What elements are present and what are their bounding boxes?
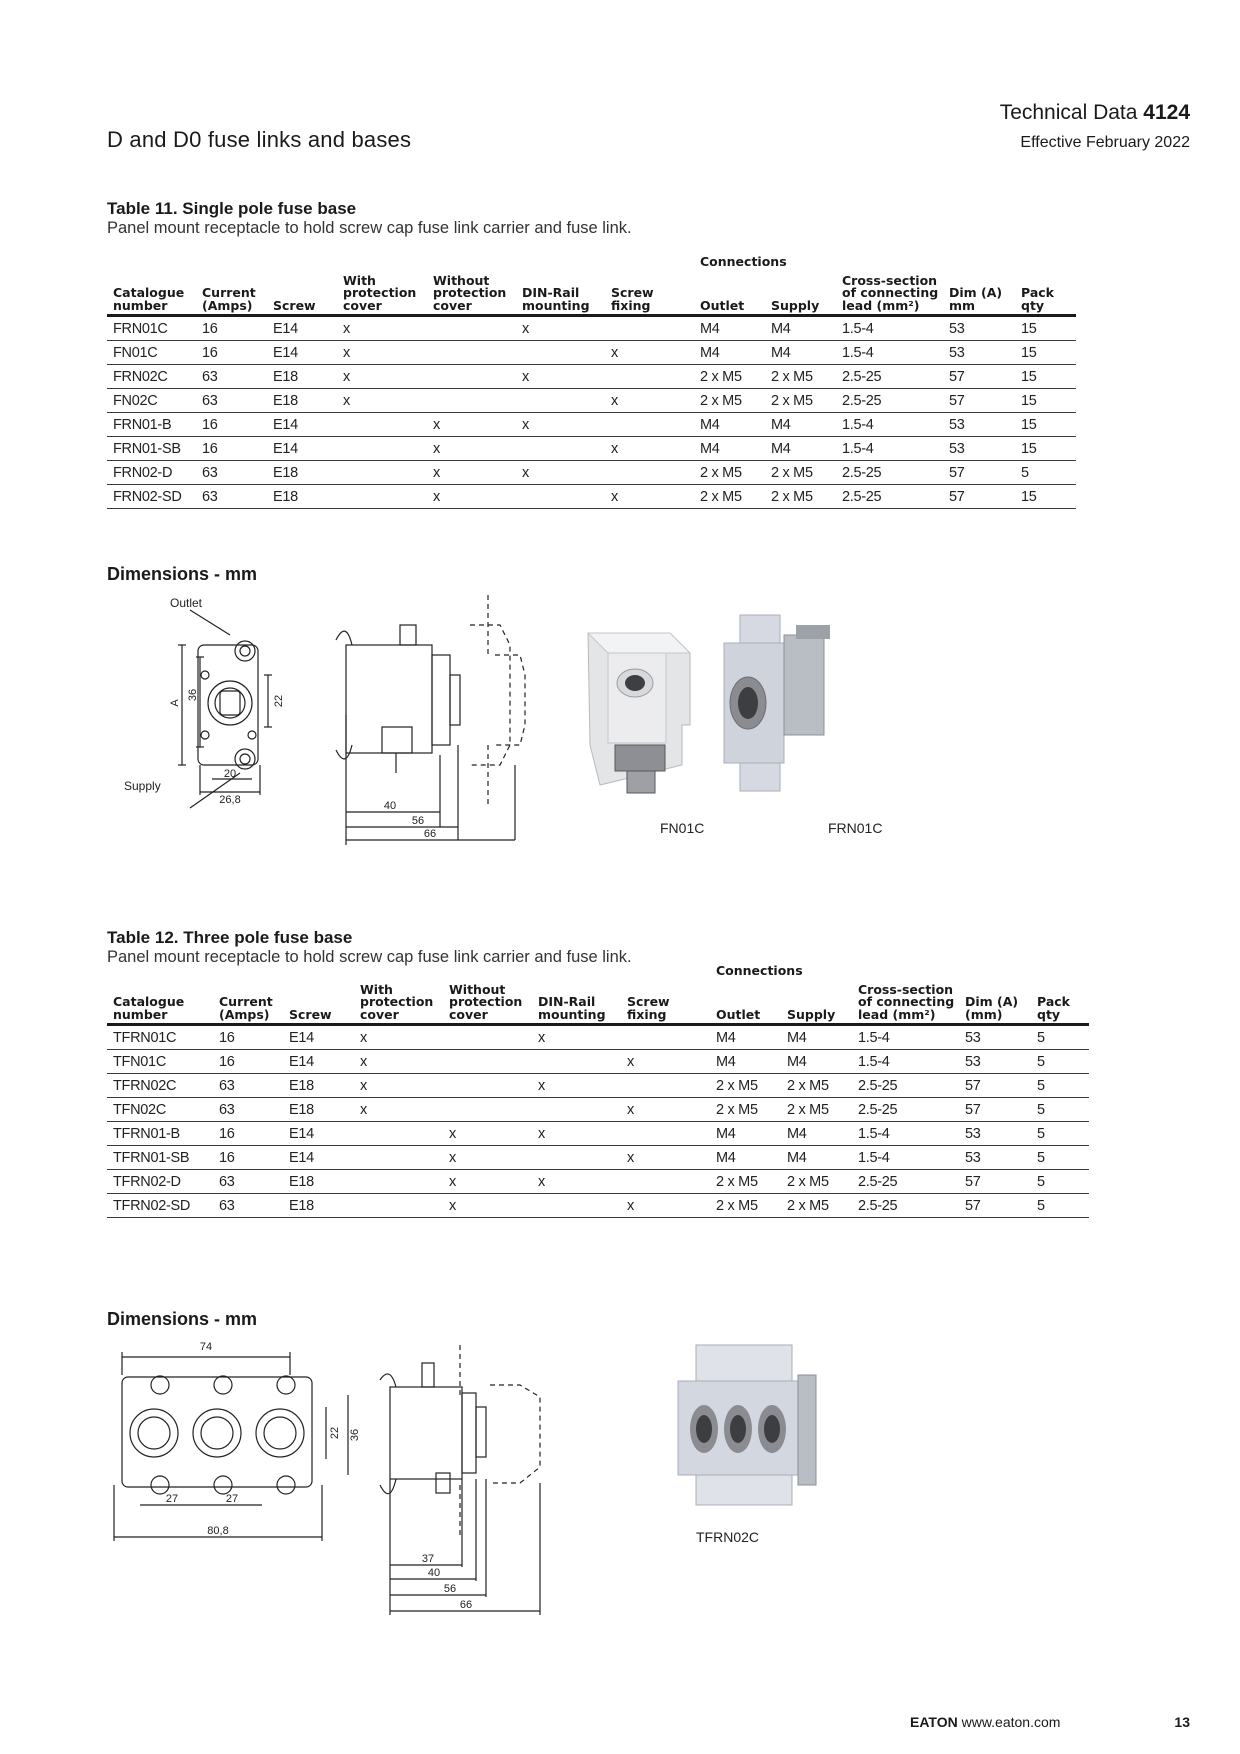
table11-group-row xyxy=(107,256,1076,275)
table11-cell: 53 xyxy=(943,316,1015,341)
table11-cell: 57 xyxy=(943,365,1015,389)
table11-cell xyxy=(337,413,427,437)
table11-cell xyxy=(427,316,516,341)
table11-cell: 2.5-25 xyxy=(836,389,943,413)
table11-cell: x xyxy=(337,316,427,341)
table12-cell: M4 xyxy=(710,1122,781,1146)
table11-cell: 15 xyxy=(1015,413,1076,437)
table12-cell: 53 xyxy=(959,1025,1031,1050)
table12-header-cell: Supply xyxy=(781,984,852,1025)
table11-header-cell: Screw xyxy=(267,275,337,316)
table12 xyxy=(107,965,1089,1218)
table12-cell: 63 xyxy=(213,1074,283,1098)
table11-cell: E18 xyxy=(267,461,337,485)
table12-row xyxy=(107,1074,1089,1098)
table11-cell xyxy=(605,316,694,341)
table11-cell: E14 xyxy=(267,437,337,461)
fn01c-caption: FN01C xyxy=(660,820,705,836)
table11-cell: 1.5-4 xyxy=(836,341,943,365)
table12-connections-label: Connections xyxy=(716,963,803,978)
table12-row xyxy=(107,1146,1089,1170)
table12-cell: 1.5-4 xyxy=(852,1122,959,1146)
table11-cell: 15 xyxy=(1015,437,1076,461)
page-number: 13 xyxy=(1174,1714,1190,1730)
table11-cell: M4 xyxy=(694,437,765,461)
table12-subtitle: Panel mount receptacle to hold screw cap fuse link carrier and fuse link. xyxy=(107,948,632,966)
table11-cell xyxy=(605,365,694,389)
table11-cell xyxy=(427,341,516,365)
table12-row xyxy=(107,1122,1089,1146)
table11-cell: x xyxy=(516,316,605,341)
table12-cell: 16 xyxy=(213,1122,283,1146)
table11-cell: FN02C xyxy=(107,389,196,413)
table12-cell: M4 xyxy=(781,1122,852,1146)
table12-cell: 5 xyxy=(1031,1170,1089,1194)
table11-row xyxy=(107,389,1076,413)
table11-cell: x xyxy=(427,485,516,509)
dim-36b-label: 36 xyxy=(349,1428,361,1442)
dim-56-label: 56 xyxy=(411,815,425,827)
table11-header-cell: Without protection cover xyxy=(427,275,516,316)
table12-title: Table 12. Three pole fuse base xyxy=(107,928,353,947)
table11-cell: x xyxy=(516,461,605,485)
table12-row xyxy=(107,1098,1089,1122)
dim-66-label: 66 xyxy=(423,828,437,840)
dim-56b-label: 56 xyxy=(443,1583,457,1595)
dim-66b-label: 66 xyxy=(459,1599,473,1611)
table12-cell: 2.5-25 xyxy=(852,1194,959,1218)
table12-cell: 5 xyxy=(1031,1074,1089,1098)
table11-cell: x xyxy=(337,389,427,413)
table11-header-cell: Cross-section of connecting lead (mm²) xyxy=(836,275,943,316)
table12-cell: 53 xyxy=(959,1122,1031,1146)
table12-header-cell: Dim (A) (mm) xyxy=(959,984,1031,1025)
table11-cell: 15 xyxy=(1015,341,1076,365)
table11-cell: 63 xyxy=(196,365,267,389)
table12-cell: x xyxy=(354,1025,443,1050)
table11-subtitle: Panel mount receptacle to hold screw cap fuse link carrier and fuse link. xyxy=(107,219,632,237)
table12-cell: E14 xyxy=(283,1050,354,1074)
table12-cell xyxy=(354,1194,443,1218)
table11-header-cell: Supply xyxy=(765,275,836,316)
table11-cell: x xyxy=(337,365,427,389)
table11-cell: 15 xyxy=(1015,485,1076,509)
table12-cell: 2.5-25 xyxy=(852,1074,959,1098)
table12-cell: x xyxy=(354,1074,443,1098)
table12-cell: 2 x M5 xyxy=(710,1098,781,1122)
table11-cell: 2.5-25 xyxy=(836,461,943,485)
table11-cell: 1.5-4 xyxy=(836,437,943,461)
table12-cell: TFRN01C xyxy=(107,1025,213,1050)
table11-cell: 53 xyxy=(943,437,1015,461)
table12-row xyxy=(107,1025,1089,1050)
table12-cell: x xyxy=(532,1170,621,1194)
table12-cell: E18 xyxy=(283,1194,354,1218)
tfrn02c-product-image xyxy=(678,1345,816,1505)
table12-header-cell: Pack qty xyxy=(1031,984,1089,1025)
table11-cell: 57 xyxy=(943,461,1015,485)
table12-group-row xyxy=(107,965,1089,984)
table11-cell: E18 xyxy=(267,485,337,509)
table12-header-cell: Screw fixing xyxy=(621,984,710,1025)
table12-header-cell: Cross-section of connecting lead (mm²) xyxy=(852,984,959,1025)
table12-cell: E14 xyxy=(283,1146,354,1170)
table12-header-cell: Outlet xyxy=(710,984,781,1025)
technical-data-label xyxy=(1000,101,1190,125)
table12-cell: x xyxy=(532,1025,621,1050)
table12-header-cell: DIN-Rail mounting xyxy=(532,984,621,1025)
table12-cell: E14 xyxy=(283,1122,354,1146)
table11-title: Table 11. Single pole fuse base xyxy=(107,199,357,218)
table12-row xyxy=(107,1050,1089,1074)
table11-cell: 2 x M5 xyxy=(765,461,836,485)
table12-cell: 16 xyxy=(213,1146,283,1170)
table11-cell: M4 xyxy=(694,413,765,437)
table12-body xyxy=(107,1025,1089,1218)
table12-cell: E14 xyxy=(283,1025,354,1050)
table11-cell: FRN02-D xyxy=(107,461,196,485)
table12-cell: TFRN02-SD xyxy=(107,1194,213,1218)
dim-27b-label: 27 xyxy=(225,1493,239,1505)
table11-cell: 2.5-25 xyxy=(836,365,943,389)
table11-cell xyxy=(427,389,516,413)
table11-cell: 63 xyxy=(196,485,267,509)
table11-cell: 2 x M5 xyxy=(765,365,836,389)
dim-37-label: 37 xyxy=(421,1553,435,1565)
table11-cell: E18 xyxy=(267,389,337,413)
table12-cell: TFRN02-D xyxy=(107,1170,213,1194)
table12-cell: 1.5-4 xyxy=(852,1050,959,1074)
table12-cell xyxy=(443,1074,532,1098)
table12-cell: x xyxy=(443,1146,532,1170)
document-title: D and D0 fuse links and bases xyxy=(107,127,412,152)
table11-cell: M4 xyxy=(694,341,765,365)
table11-row xyxy=(107,461,1076,485)
table12-cell: 1.5-4 xyxy=(852,1025,959,1050)
table11-header-row xyxy=(107,275,1076,316)
table12-cell xyxy=(532,1098,621,1122)
table12-cell: E18 xyxy=(283,1170,354,1194)
table11-cell: 15 xyxy=(1015,316,1076,341)
table11-cell: 15 xyxy=(1015,389,1076,413)
table12-cell: 57 xyxy=(959,1194,1031,1218)
table11-cell xyxy=(516,341,605,365)
table11-cell: x xyxy=(605,389,694,413)
footer-brand xyxy=(910,1714,1060,1730)
table12-row xyxy=(107,1194,1089,1218)
table11-cell: 53 xyxy=(943,341,1015,365)
table11-cell: 57 xyxy=(943,389,1015,413)
table12-cell xyxy=(443,1050,532,1074)
dim-26-8-label: 26,8 xyxy=(219,794,241,806)
table12-cell: x xyxy=(354,1098,443,1122)
table12-cell: 53 xyxy=(959,1050,1031,1074)
single-pole-side-view xyxy=(336,595,525,845)
table12-cell: x xyxy=(443,1122,532,1146)
dim-40-label: 40 xyxy=(383,800,397,812)
table12-cell: 63 xyxy=(213,1194,283,1218)
table11-cell: 2.5-25 xyxy=(836,485,943,509)
table11-cell xyxy=(516,389,605,413)
dim-80-8-label: 80,8 xyxy=(207,1525,229,1537)
table11 xyxy=(107,256,1076,509)
table12-cell: x xyxy=(621,1194,710,1218)
table12-cell: x xyxy=(621,1098,710,1122)
table12-cell: M4 xyxy=(781,1146,852,1170)
table11-cell: 2 x M5 xyxy=(694,461,765,485)
table12-cell: TFN02C xyxy=(107,1098,213,1122)
table12-cell: 63 xyxy=(213,1098,283,1122)
table12-cell: 16 xyxy=(213,1025,283,1050)
table11-cell xyxy=(427,365,516,389)
table11-cell: 15 xyxy=(1015,365,1076,389)
table11-cell: 2 x M5 xyxy=(765,485,836,509)
table12-cell xyxy=(532,1194,621,1218)
table12-cell: 2 x M5 xyxy=(781,1074,852,1098)
frn01c-caption: FRN01C xyxy=(828,820,883,836)
table12-cell xyxy=(621,1025,710,1050)
table12-header-cell: Without protection cover xyxy=(443,984,532,1025)
table11-cell: 63 xyxy=(196,389,267,413)
table12-cell: E18 xyxy=(283,1074,354,1098)
table12-cell: 2 x M5 xyxy=(781,1170,852,1194)
table11-connections-label: Connections xyxy=(700,254,787,269)
table11-cell xyxy=(337,437,427,461)
table11-row xyxy=(107,341,1076,365)
table11-row xyxy=(107,413,1076,437)
table11-row xyxy=(107,316,1076,341)
table11-cell xyxy=(337,461,427,485)
table12-cell: x xyxy=(621,1146,710,1170)
table11-cell xyxy=(516,437,605,461)
tech-number: 4124 xyxy=(1143,101,1190,124)
table11-cell xyxy=(605,413,694,437)
table12-cell xyxy=(354,1122,443,1146)
table11-cell: 2 x M5 xyxy=(694,365,765,389)
table11-cell: 1.5-4 xyxy=(836,413,943,437)
table11-cell: FRN02-SD xyxy=(107,485,196,509)
table12-cell: M4 xyxy=(781,1025,852,1050)
table12-cell: TFN01C xyxy=(107,1050,213,1074)
table11-cell xyxy=(605,461,694,485)
table11-cell: M4 xyxy=(765,341,836,365)
supply-label: Supply xyxy=(124,779,161,793)
table12-cell: TFRN02C xyxy=(107,1074,213,1098)
table12-cell: M4 xyxy=(710,1025,781,1050)
table11-cell: FRN02C xyxy=(107,365,196,389)
table11-cell: FRN01C xyxy=(107,316,196,341)
table11-row xyxy=(107,365,1076,389)
table11-cell: E14 xyxy=(267,316,337,341)
footer-url: www.eaton.com xyxy=(957,1714,1061,1730)
table11-cell: x xyxy=(427,437,516,461)
table11-cell: FN01C xyxy=(107,341,196,365)
table11-cell: 2 x M5 xyxy=(765,389,836,413)
table11-cell: x xyxy=(516,365,605,389)
table12-cell: 57 xyxy=(959,1170,1031,1194)
table11-header-cell: Catalogue number xyxy=(107,275,196,316)
table11-cell: E18 xyxy=(267,365,337,389)
table11-cell: 2 x M5 xyxy=(694,485,765,509)
table12-cell xyxy=(443,1098,532,1122)
table12-cell xyxy=(621,1122,710,1146)
table12-cell: TFRN01-SB xyxy=(107,1146,213,1170)
fn01c-product-image xyxy=(588,633,690,793)
dim-20-label: 20 xyxy=(223,768,237,780)
footer-brand-name: EATON xyxy=(910,1714,958,1730)
table11-cell: x xyxy=(427,413,516,437)
table11-cell: FRN01-SB xyxy=(107,437,196,461)
table11-header-cell: Dim (A) mm xyxy=(943,275,1015,316)
single-pole-dimension-drawings xyxy=(100,595,940,855)
table11-cell: 5 xyxy=(1015,461,1076,485)
table11-cell: 53 xyxy=(943,413,1015,437)
table11-header-cell: Screw fixing xyxy=(605,275,694,316)
table11-cell: x xyxy=(516,413,605,437)
dim-27a-label: 27 xyxy=(165,1493,179,1505)
three-pole-front-view xyxy=(114,1352,348,1541)
table12-cell: x xyxy=(443,1170,532,1194)
tech-prefix: Technical Data xyxy=(999,101,1144,124)
table12-cell: 2 x M5 xyxy=(710,1170,781,1194)
table12-header-cell: Catalogue number xyxy=(107,984,213,1025)
table11-cell: 63 xyxy=(196,461,267,485)
table12-cell xyxy=(354,1170,443,1194)
table12-cell: 5 xyxy=(1031,1122,1089,1146)
table11-cell: 16 xyxy=(196,437,267,461)
table11-header-cell: Current (Amps) xyxy=(196,275,267,316)
table12-header-cell: With protection cover xyxy=(354,984,443,1025)
table12-cell: 57 xyxy=(959,1098,1031,1122)
tfrn02c-caption: TFRN02C xyxy=(696,1529,760,1545)
table12-cell xyxy=(443,1025,532,1050)
table12-cell: 53 xyxy=(959,1146,1031,1170)
table12-cell: x xyxy=(443,1194,532,1218)
dimensions-title-1: Dimensions - mm xyxy=(107,564,258,584)
table11-cell: 16 xyxy=(196,413,267,437)
table12-cell xyxy=(621,1074,710,1098)
table11-cell: 16 xyxy=(196,316,267,341)
table12-header-cell: Current (Amps) xyxy=(213,984,283,1025)
table11-header-cell: With protection cover xyxy=(337,275,427,316)
table11-cell: M4 xyxy=(765,437,836,461)
table12-cell: 5 xyxy=(1031,1098,1089,1122)
table12-cell: 2 x M5 xyxy=(781,1098,852,1122)
table11-header-cell: Pack qty xyxy=(1015,275,1076,316)
table12-header-row xyxy=(107,984,1089,1025)
table11-header-cell: DIN-Rail mounting xyxy=(516,275,605,316)
table12-cell: 2 x M5 xyxy=(710,1194,781,1218)
dimensions-title-2: Dimensions - mm xyxy=(107,1309,258,1329)
table11-cell: E14 xyxy=(267,413,337,437)
table12-header-cell: Screw xyxy=(283,984,354,1025)
table11-cell: 57 xyxy=(943,485,1015,509)
table11-cell xyxy=(337,485,427,509)
table12-cell: x xyxy=(532,1074,621,1098)
dim-74-label: 74 xyxy=(199,1341,213,1353)
outlet-label: Outlet xyxy=(170,596,203,610)
table12-cell xyxy=(532,1050,621,1074)
table12-cell: x xyxy=(532,1122,621,1146)
table12-cell: 1.5-4 xyxy=(852,1146,959,1170)
table11-cell: E14 xyxy=(267,341,337,365)
effective-date: Effective February 2022 xyxy=(1020,134,1190,151)
table11-cell: M4 xyxy=(694,316,765,341)
table12-cell: M4 xyxy=(710,1146,781,1170)
frn01c-product-image xyxy=(724,615,830,791)
table12-cell: 5 xyxy=(1031,1050,1089,1074)
table11-cell: x xyxy=(605,341,694,365)
dim-a-label: A xyxy=(169,699,181,707)
table12-cell: 2 x M5 xyxy=(710,1074,781,1098)
table12-cell: TFRN01-B xyxy=(107,1122,213,1146)
table12-cell: 5 xyxy=(1031,1146,1089,1170)
three-pole-dimension-drawings xyxy=(100,1335,900,1615)
table12-row xyxy=(107,1170,1089,1194)
table12-cell: x xyxy=(621,1050,710,1074)
table11-body xyxy=(107,316,1076,509)
table12-cell: 63 xyxy=(213,1170,283,1194)
table12-cell xyxy=(354,1146,443,1170)
table12-cell: M4 xyxy=(710,1050,781,1074)
dim-22b-label: 22 xyxy=(329,1426,341,1440)
dim-22-label: 22 xyxy=(273,694,285,708)
table11-row xyxy=(107,437,1076,461)
table11-row xyxy=(107,485,1076,509)
table11-header-cell: Outlet xyxy=(694,275,765,316)
table12-cell xyxy=(621,1170,710,1194)
table12-cell: M4 xyxy=(781,1050,852,1074)
table12-cell: 2.5-25 xyxy=(852,1098,959,1122)
table11-cell: 1.5-4 xyxy=(836,316,943,341)
three-pole-side-view xyxy=(380,1345,540,1615)
table12-cell: x xyxy=(354,1050,443,1074)
table12-cell: 2 x M5 xyxy=(781,1194,852,1218)
table12-cell: 5 xyxy=(1031,1025,1089,1050)
table11-cell: x xyxy=(427,461,516,485)
table11-cell: 2 x M5 xyxy=(694,389,765,413)
table11-cell: M4 xyxy=(765,316,836,341)
dim-36-label: 36 xyxy=(187,688,199,702)
table12-cell: E18 xyxy=(283,1098,354,1122)
table11-cell: x xyxy=(337,341,427,365)
table12-cell: 57 xyxy=(959,1074,1031,1098)
table12-cell xyxy=(532,1146,621,1170)
table11-cell xyxy=(516,485,605,509)
dim-40b-label: 40 xyxy=(427,1567,441,1579)
table12-cell: 16 xyxy=(213,1050,283,1074)
table11-cell: FRN01-B xyxy=(107,413,196,437)
table11-cell: 16 xyxy=(196,341,267,365)
table11-cell: x xyxy=(605,485,694,509)
table11-cell: x xyxy=(605,437,694,461)
table11-cell: M4 xyxy=(765,413,836,437)
table12-cell: 5 xyxy=(1031,1194,1089,1218)
table12-cell: 2.5-25 xyxy=(852,1170,959,1194)
